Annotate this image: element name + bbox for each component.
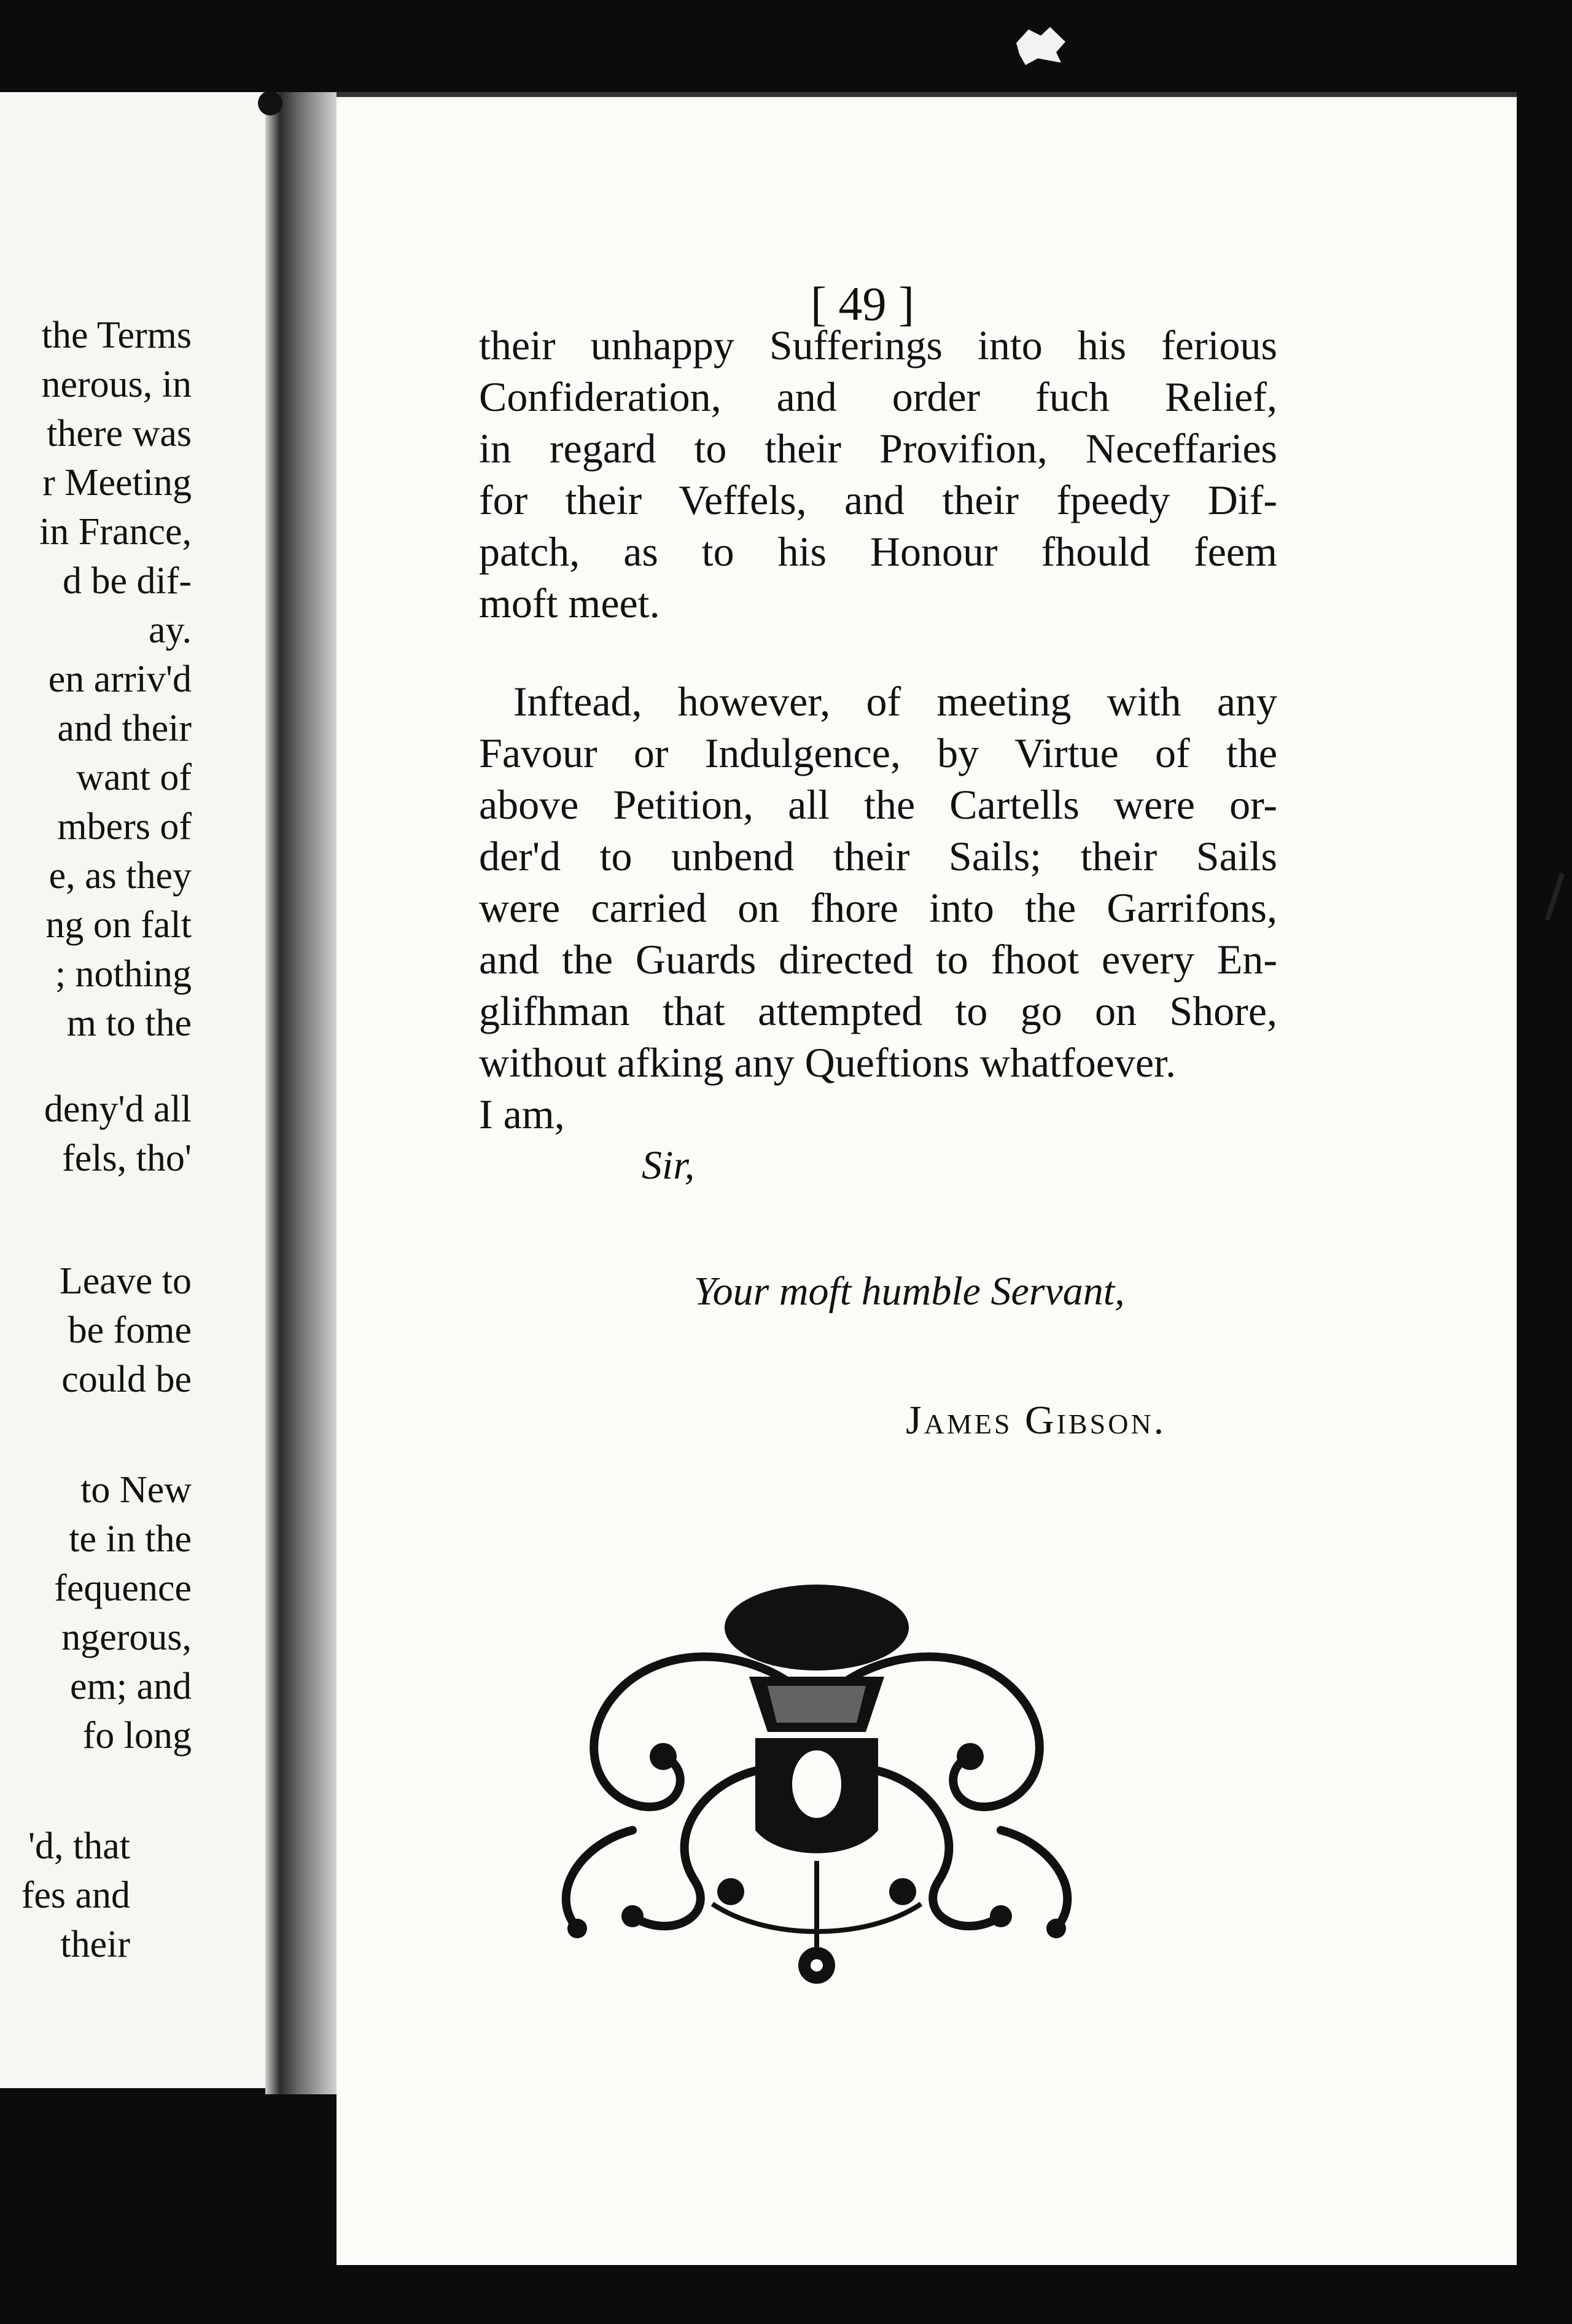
left-page-line: en arriv'd: [48, 658, 192, 700]
left-page-line: mbers of: [57, 806, 192, 848]
left-page-line: em; and: [70, 1666, 192, 1707]
book-gutter: [265, 92, 339, 2094]
text-line: Favour or Indulgence, by Virtue of the: [479, 730, 1277, 776]
binding-hole: [258, 91, 282, 115]
text-line: der'd to unbend their Sails; their Sails: [479, 833, 1277, 879]
floral-ornament: [510, 1572, 1124, 2002]
paragraph-2: [479, 676, 1277, 1140]
text-line: Confideration, and order fuch Relief,: [479, 373, 1277, 420]
text-line: Inftead, however, of meeting with any: [513, 678, 1277, 725]
left-page-line: Leave to: [59, 1260, 192, 1302]
text-line: without afking any Queftions whatfoever.: [479, 1039, 1176, 1086]
left-page-line: be fome: [68, 1309, 192, 1351]
left-page-line: te in the: [69, 1518, 192, 1560]
paragraph-1: [479, 319, 1277, 629]
left-page-line: ng on falt: [45, 904, 192, 946]
left-page-line: and their: [57, 708, 192, 749]
signature: James Gibson.: [906, 1398, 1167, 1443]
left-page-line: fo long: [82, 1715, 192, 1757]
left-page-line: want of: [76, 757, 192, 798]
text-line: moft meet.: [479, 580, 660, 626]
paper-fleck: [1013, 25, 1068, 68]
left-page-line: the Terms: [41, 314, 192, 356]
left-page: [0, 92, 265, 2088]
page-number: [ 49 ]: [811, 277, 914, 330]
text-line: and the Guards directed to fhoot every En-: [479, 936, 1277, 983]
left-page-line: deny'd all: [44, 1088, 192, 1130]
left-page-line: r Meeting: [42, 462, 192, 504]
left-page-line: ay.: [149, 609, 192, 651]
left-page-line: e, as they: [49, 855, 192, 897]
left-page-line: ngerous,: [61, 1616, 192, 1658]
left-page-line: their: [60, 1924, 130, 1965]
left-page-line: d be dif-: [62, 560, 192, 602]
left-page-line: could be: [61, 1359, 192, 1400]
text-line: in regard to their Provifion, Neceffaries: [479, 425, 1277, 472]
text-line: patch, as to his Honour fhould feem: [479, 528, 1277, 575]
left-page-line: in France,: [39, 511, 192, 553]
closing-line: Your moft humble Servant,: [694, 1269, 1125, 1314]
left-page-line: fels, tho': [62, 1137, 192, 1179]
text-line: I am,: [479, 1091, 565, 1137]
text-line: their unhappy Sufferings into his ferious: [479, 322, 1277, 368]
left-page-line: to New: [80, 1469, 192, 1511]
left-page-line: m to the: [66, 1002, 192, 1044]
left-page-line: 'd, that: [28, 1825, 130, 1867]
text-line: above Petition, all the Cartells were or-: [479, 781, 1277, 828]
left-page-line: fes and: [21, 1874, 130, 1916]
text-line: glifhman that attempted to go on Shore,: [479, 988, 1277, 1034]
left-page-line: ; nothing: [55, 953, 192, 995]
text-line: for their Veffels, and their fpeedy Dif-: [479, 477, 1277, 523]
left-page-line: there was: [47, 413, 192, 454]
left-page-line: nerous, in: [41, 364, 192, 405]
page-edge-mark: [1545, 873, 1565, 921]
salutation: Sir,: [642, 1143, 695, 1188]
left-page-line: fequence: [54, 1567, 192, 1609]
text-line: were carried on fhore into the Garrifons,: [479, 884, 1277, 931]
